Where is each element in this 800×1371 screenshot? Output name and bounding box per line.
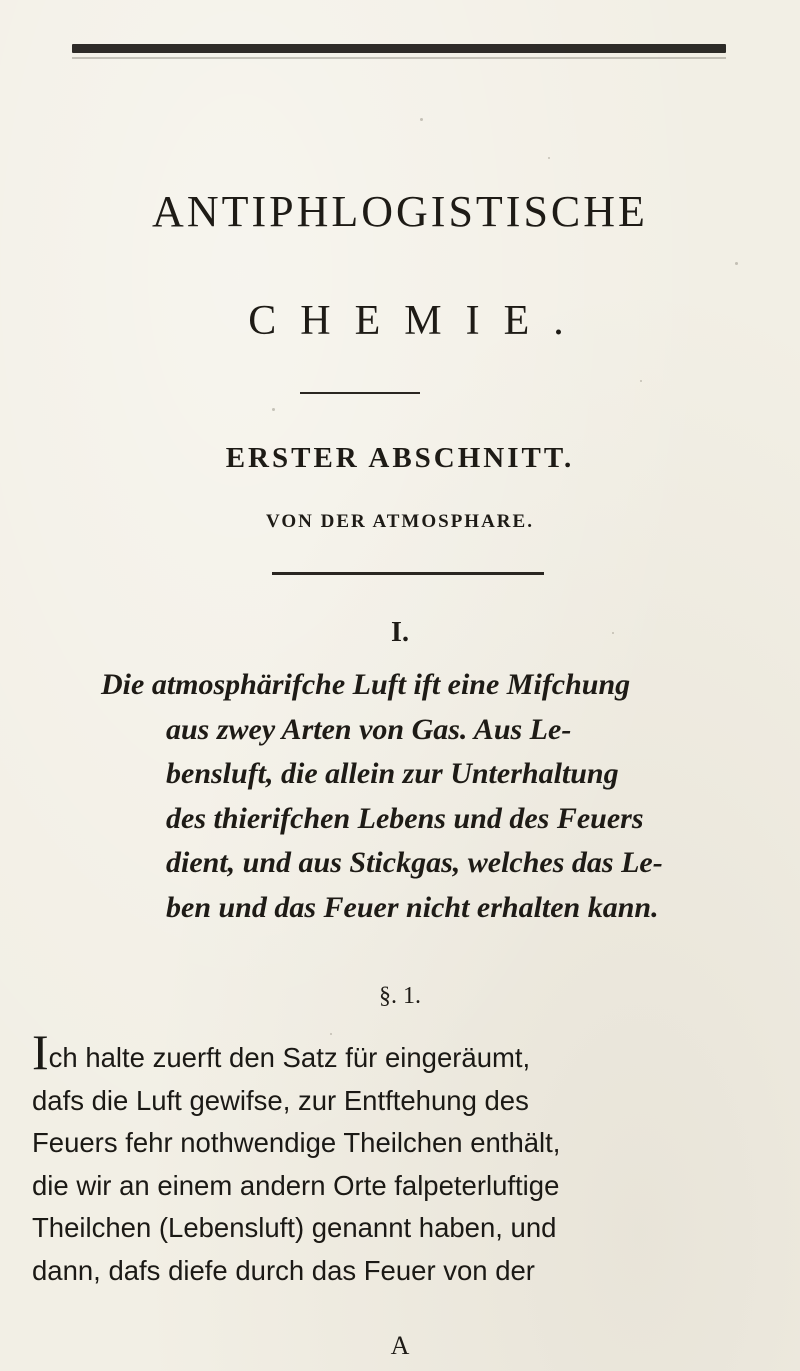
body-line: dann, dafs diefe durch das Feuer von der	[32, 1254, 535, 1286]
section-heading: ERSTER ABSCHNITT.	[225, 442, 575, 474]
body-line: dafs die Luft gewifse, zur Entftehung des	[32, 1084, 529, 1116]
summary-line: Die atmosphärifche Luft ift eine Mifchung	[101, 668, 631, 701]
paper-speck	[420, 118, 423, 121]
paper-speck	[330, 1033, 332, 1035]
summary-line: ben und das Feuer nicht erhalten kann.	[166, 890, 659, 924]
first-line-text: ch halte zuerft den Satz für eingeräumt,	[48, 1042, 531, 1073]
summary-line: bensluft, die allein zur Unterhaltung	[166, 757, 619, 790]
signature-mark: A	[390, 1331, 410, 1360]
paper-speck	[640, 380, 642, 382]
paragraph-mark: §. 1.	[379, 983, 421, 1009]
paper-speck	[612, 632, 614, 634]
paper-speck	[735, 262, 738, 265]
page-title: ANTIPHLOGISTISCHE	[152, 187, 648, 236]
body-paragraph	[32, 1024, 752, 1292]
body-line: die wir an einem andern Orte falpeterluftige	[32, 1169, 560, 1201]
summary-line: aus zwey Arten von Gas. Aus Le-	[166, 712, 572, 746]
summary-line: des thierifchen Lebens und des Feuers	[166, 801, 644, 835]
section-subheading: VON DER ATMOSPHARE.	[266, 511, 534, 532]
paper-speck	[548, 157, 550, 159]
paper-speck	[272, 408, 275, 411]
top-decorative-rule	[72, 44, 726, 53]
initial-letter: I	[32, 1024, 49, 1080]
section-summary	[101, 663, 741, 930]
section-divider	[272, 572, 544, 575]
section-number: I.	[391, 617, 409, 648]
body-line: Theilchen (Lebensluft) genannt haben, und	[32, 1212, 557, 1243]
top-thin-rule	[72, 57, 726, 59]
summary-line: dient, und aus Stickgas, welches das Le-	[166, 846, 663, 879]
page-subtitle: CHEMIE.	[248, 298, 588, 344]
body-line-first	[32, 1024, 752, 1080]
body-line: Feuers fehr nothwendige Theilchen enthält,	[32, 1127, 561, 1158]
title-divider	[300, 392, 420, 394]
